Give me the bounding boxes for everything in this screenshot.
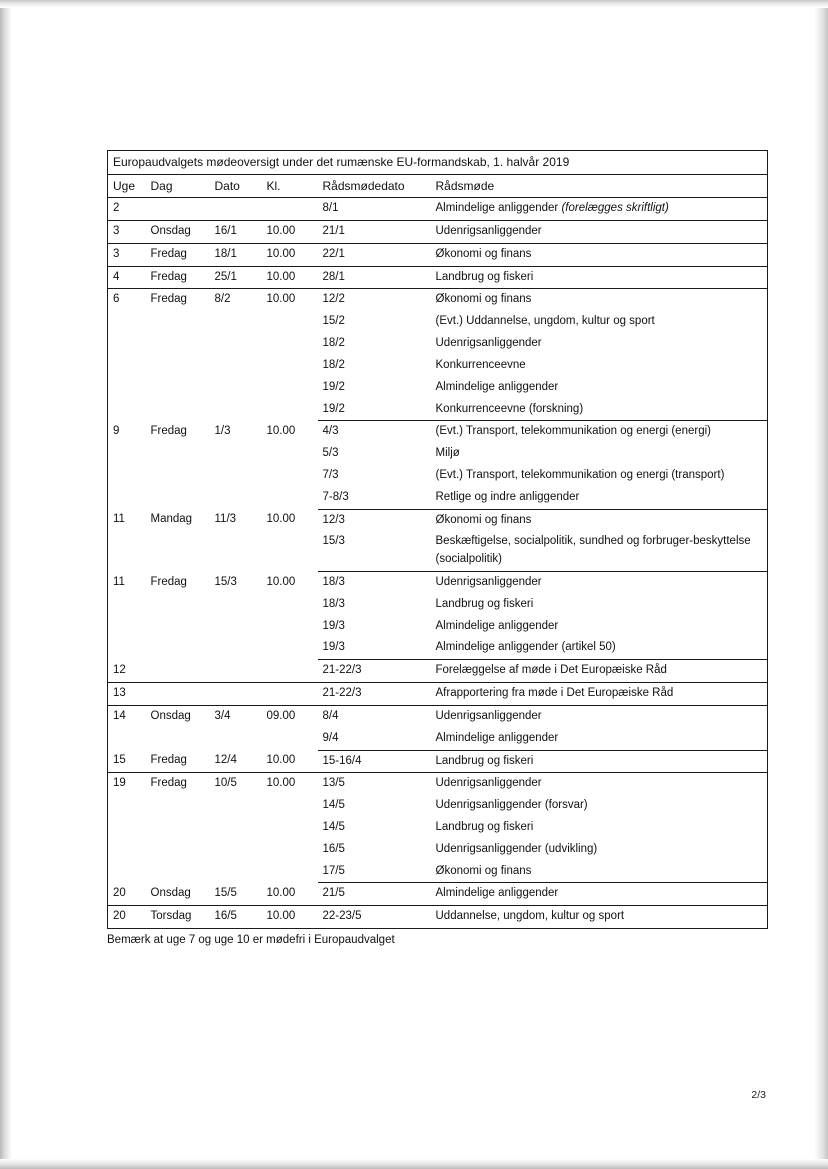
- cell-dato: 25/1: [210, 266, 262, 289]
- column-header: Dag: [146, 174, 210, 198]
- page-edge-left: [0, 0, 12, 1169]
- cell-raadsmoede: [431, 906, 768, 929]
- cell-kl: 10.00: [266, 513, 296, 526]
- table-row: [108, 266, 768, 289]
- cell-dato: 8/2: [214, 293, 231, 306]
- cell-kl: 10.00: [262, 221, 318, 244]
- table-title: Europaudvalgets mødeoversigt under det rumænske EU-formandskab, 1. halvår 2019: [108, 151, 768, 175]
- table-row: [108, 421, 768, 443]
- cell-raadsmoededato: 13/5: [322, 777, 345, 790]
- cell-raadsmoededato: 21-22/3: [318, 683, 431, 706]
- raadsmoede-text: Forelæggelse af møde i Det Europæiske Råd: [435, 664, 667, 677]
- cell-kl: 10.00: [262, 243, 318, 266]
- cell-raadsmoededato: 19/2: [318, 399, 431, 421]
- cell-raadsmoededato: 14/5: [322, 799, 345, 812]
- raadsmoede-text: Almindelige anliggender (artikel 50): [435, 641, 616, 654]
- cell-raadsmoede: [431, 817, 768, 839]
- table-row: [108, 750, 768, 773]
- cell-raadsmoededato: 28/1: [318, 266, 431, 289]
- raadsmoede-text: Konkurrenceevne (forskning): [435, 402, 584, 415]
- cell-raadsmoede: [431, 355, 768, 377]
- cell-raadsmoede: [431, 399, 768, 421]
- cell-raadsmoede: [431, 572, 768, 594]
- cell-uge: 19: [108, 773, 146, 883]
- raadsmoede-text: Almindelige anliggender: [435, 380, 559, 393]
- cell-raadsmoededato: 18/3: [322, 597, 345, 610]
- column-header: Uge: [108, 174, 146, 198]
- cell-raadsmoede: [431, 594, 768, 616]
- cell-kl: 10.00: [262, 883, 318, 906]
- cell-raadsmoede: [431, 883, 768, 906]
- raadsmoede-text: Landbrug og fiskeri: [435, 820, 534, 833]
- cell-raadsmoede: [431, 266, 768, 289]
- page-edge-right: [814, 0, 828, 1169]
- raadsmoede-text: Udenrigsanliggender: [435, 225, 542, 237]
- table-row: [108, 660, 768, 683]
- cell-raadsmoede: [431, 861, 768, 883]
- raadsmoede-text: Udenrigsanliggender (forsvar): [435, 799, 588, 812]
- cell-raadsmoededato: 4/3: [322, 425, 339, 438]
- cell-raadsmoededato: 8/4: [322, 709, 339, 722]
- table-row: [108, 773, 768, 795]
- cell-dato: 16/5: [210, 906, 262, 929]
- cell-raadsmoededato: 18/2: [322, 337, 345, 350]
- raadsmoede-text: Uddannelse, ungdom, kultur og sport: [435, 910, 625, 923]
- page-number: 2/3: [751, 1089, 766, 1101]
- cell-dato: [210, 660, 262, 683]
- table-footnote: Bemærk at uge 7 og uge 10 er mødefri i Europaudvalget: [107, 934, 395, 946]
- cell-raadsmoededato: 22-23/5: [318, 906, 431, 929]
- document-body: [107, 150, 767, 946]
- cell-dag: Fredag: [150, 575, 187, 588]
- raadsmoede-text: Landbrug og fiskeri: [435, 754, 534, 767]
- table-row: [108, 221, 768, 244]
- cell-raadsmoededato: 19/3: [318, 637, 431, 659]
- cell-uge: 20: [108, 906, 146, 929]
- cell-raadsmoede: [431, 683, 768, 706]
- cell-raadsmoededato: 7/3: [322, 468, 339, 481]
- cell-raadsmoede: [431, 421, 768, 443]
- raadsmoede-text: (Evt.) Transport, telekommunikation og energi (transport): [435, 468, 725, 481]
- raadsmoede-text: Økonomi og finans: [435, 293, 532, 306]
- cell-raadsmoededato: 22/1: [318, 243, 431, 266]
- cell-raadsmoededato: 7-8/3: [318, 487, 431, 509]
- cell-dag: Torsdag: [146, 906, 210, 929]
- cell-raadsmoede: [431, 443, 768, 465]
- cell-raadsmoededato: 21/1: [318, 221, 431, 244]
- table-row: [108, 906, 768, 929]
- cell-raadsmoede: [431, 660, 768, 683]
- column-header: Dato: [210, 174, 262, 198]
- cell-uge: 20: [108, 883, 146, 906]
- raadsmoede-text: Almindelige anliggender: [435, 202, 562, 215]
- cell-raadsmoededato: 14/5: [322, 820, 345, 833]
- page-edge-top: [0, 0, 828, 8]
- raadsmoede-text: Udenrigsanliggender: [435, 777, 542, 790]
- table-row: [108, 683, 768, 706]
- cell-dag: [146, 660, 210, 683]
- cell-uge: 3: [108, 221, 146, 244]
- cell-dag: Fredag: [146, 266, 210, 289]
- raadsmoede-text: (Evt.) Uddannelse, ungdom, kultur og sport: [435, 315, 655, 328]
- cell-dato: 10/5: [214, 777, 237, 790]
- cell-kl: [262, 683, 318, 706]
- cell-uge: 12: [108, 660, 146, 683]
- cell-raadsmoede: [431, 198, 768, 221]
- cell-kl: 10.00: [262, 266, 318, 289]
- cell-raadsmoede: [431, 531, 768, 571]
- cell-dag: Onsdag: [146, 221, 210, 244]
- cell-raadsmoede: [431, 637, 768, 659]
- cell-raadsmoededato: 18/2: [322, 358, 345, 371]
- raadsmoede-text: Udenrigsanliggender (udvikling): [435, 842, 598, 855]
- cell-kl: 10.00: [266, 424, 296, 437]
- cell-raadsmoede: [431, 377, 768, 399]
- cell-dato: 1/3: [214, 424, 231, 437]
- raadsmoede-text: Landbrug og fiskeri: [435, 597, 534, 610]
- cell-dato: 18/1: [210, 243, 262, 266]
- raadsmoede-text: Økonomi og finans: [435, 864, 532, 877]
- raadsmoede-text: Udenrigsanliggender: [435, 576, 542, 588]
- cell-raadsmoededato: 15/3: [318, 531, 431, 571]
- cell-uge: 2: [108, 198, 146, 221]
- column-header: Kl.: [262, 174, 318, 198]
- cell-uge: 13: [108, 683, 146, 706]
- raadsmoede-text: Afrapportering fra møde i Det Europæiske Råd: [435, 687, 674, 700]
- table-row: [108, 883, 768, 906]
- cell-raadsmoede: [431, 465, 768, 487]
- cell-dato: 3/4: [214, 709, 231, 722]
- cell-raadsmoededato: 17/5: [318, 861, 431, 883]
- raadsmoede-text: Almindelige anliggender: [435, 887, 559, 900]
- cell-dag: Onsdag: [150, 709, 191, 722]
- cell-uge: 11: [108, 509, 146, 571]
- cell-uge: 9: [108, 421, 146, 509]
- cell-dato: [210, 683, 262, 706]
- cell-kl: 10.00: [266, 777, 296, 790]
- raadsmoede-text: Konkurrenceevne: [435, 358, 526, 371]
- table-row: [108, 198, 768, 221]
- cell-dato: 15/3: [214, 575, 237, 588]
- cell-raadsmoede: [431, 773, 768, 795]
- cell-dag: Fredag: [150, 424, 187, 437]
- raadsmoede-text: Landbrug og fiskeri: [435, 270, 534, 283]
- meeting-schedule-table: [107, 150, 768, 929]
- cell-raadsmoededato: 19/2: [322, 380, 345, 393]
- cell-uge: 4: [108, 266, 146, 289]
- raadsmoede-text: Udenrigsanliggender: [435, 337, 542, 350]
- cell-raadsmoede: [431, 243, 768, 266]
- cell-raadsmoededato: 18/3: [322, 576, 345, 588]
- cell-raadsmoededato: 15-16/4: [318, 750, 431, 773]
- cell-uge: 14: [108, 705, 146, 750]
- cell-kl: 10.00: [262, 906, 318, 929]
- cell-raadsmoede: [431, 509, 768, 531]
- raadsmoede-text: Almindelige anliggender: [435, 619, 559, 632]
- cell-uge: 3: [108, 243, 146, 266]
- cell-raadsmoede: [431, 487, 768, 509]
- cell-raadsmoededato: 8/1: [318, 198, 431, 221]
- cell-uge: 11: [108, 572, 146, 660]
- cell-kl: 09.00: [266, 709, 296, 722]
- cell-raadsmoededato: 19/3: [322, 619, 345, 632]
- raadsmoede-text: Økonomi og finans: [435, 513, 532, 526]
- cell-dato: 16/1: [210, 221, 262, 244]
- cell-raadsmoede: [431, 311, 768, 333]
- cell-raadsmoede: [431, 616, 768, 638]
- cell-raadsmoede: [431, 705, 768, 727]
- column-header: Rådsmødedato: [318, 174, 431, 198]
- cell-dag: Fredag: [146, 750, 210, 773]
- cell-dato: [210, 198, 262, 221]
- cell-dag: Fredag: [150, 777, 187, 790]
- raadsmoede-note: (forelægges skriftligt): [561, 202, 669, 215]
- cell-raadsmoededato: 21-22/3: [318, 660, 431, 683]
- raadsmoede-text: Udenrigsanliggender: [435, 709, 542, 722]
- raadsmoede-text: Økonomi og finans: [435, 247, 532, 260]
- cell-raadsmoededato: 21/5: [318, 883, 431, 906]
- cell-raadsmoede: [431, 289, 768, 311]
- cell-raadsmoede: [431, 795, 768, 817]
- cell-dag: [146, 683, 210, 706]
- cell-dato: 12/4: [210, 750, 262, 773]
- table-row: [108, 509, 768, 531]
- cell-kl: 10.00: [266, 293, 296, 306]
- raadsmoede-text: (Evt.) Transport, telekommunikation og energi (energi): [435, 425, 711, 438]
- cell-raadsmoede: [431, 333, 768, 355]
- raadsmoede-text: Miljø: [435, 447, 460, 460]
- cell-kl: [262, 198, 318, 221]
- cell-dato: 15/5: [210, 883, 262, 906]
- cell-raadsmoededato: 15/2: [322, 315, 345, 328]
- cell-dag: [146, 198, 210, 221]
- table-row: [108, 243, 768, 266]
- cell-raadsmoededato: 5/3: [322, 447, 339, 460]
- table-row: [108, 705, 768, 727]
- cell-raadsmoede: [431, 221, 768, 244]
- cell-raadsmoede: [431, 750, 768, 773]
- raadsmoede-text: Retlige og indre anliggender: [435, 490, 580, 503]
- cell-raadsmoededato: 12/3: [322, 513, 345, 526]
- cell-kl: 10.00: [266, 575, 296, 588]
- table-title-row: [108, 151, 768, 175]
- cell-raadsmoede: [431, 839, 768, 861]
- cell-uge: 15: [108, 750, 146, 773]
- column-header: Rådsmøde: [431, 174, 768, 198]
- cell-raadsmoededato: 16/5: [322, 842, 345, 855]
- cell-kl: 10.00: [262, 750, 318, 773]
- page-edge-bottom: [0, 1159, 828, 1169]
- table-row: [108, 572, 768, 594]
- cell-dag: Mandag: [150, 513, 193, 526]
- cell-dag: Fredag: [150, 293, 187, 306]
- cell-raadsmoededato: 12/2: [322, 293, 345, 306]
- table-header-row: [108, 174, 768, 198]
- cell-dag: Onsdag: [146, 883, 210, 906]
- cell-raadsmoededato: 9/4: [318, 728, 431, 750]
- raadsmoede-text: Almindelige anliggender: [435, 731, 559, 744]
- cell-dag: Fredag: [146, 243, 210, 266]
- cell-kl: [262, 660, 318, 683]
- raadsmoede-text: Beskæftigelse, socialpolitik, sundhed og forbruger-beskyttelse (socialpolitik): [435, 535, 751, 566]
- cell-uge: 6: [108, 289, 146, 421]
- cell-raadsmoede: [431, 728, 768, 750]
- table-row: [108, 289, 768, 311]
- cell-dato: 11/3: [214, 513, 237, 526]
